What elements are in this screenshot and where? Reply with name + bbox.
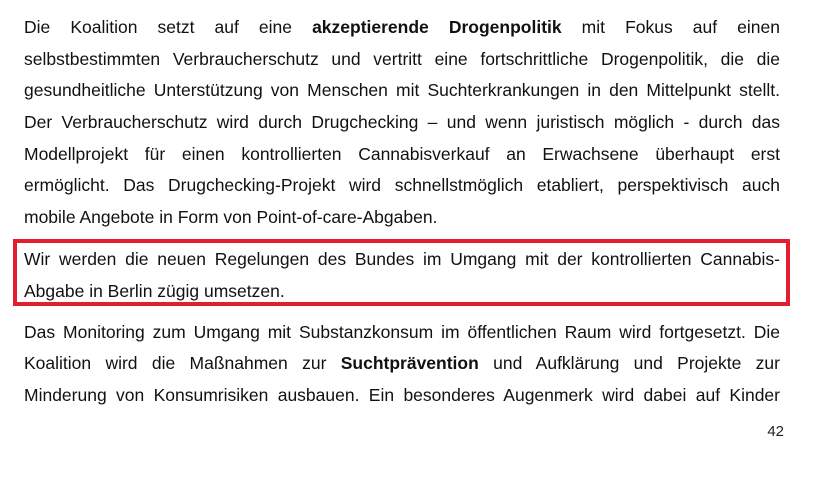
text-line xyxy=(24,353,780,373)
text-line: Abgabe in Berlin zügig umsetzen. xyxy=(24,281,285,301)
text-line: Wir werden die neuen Regelungen des Bundes im Umgang mit der kontrollierten Cannabis- xyxy=(24,249,780,269)
text-line: ermöglicht. Das Drugchecking-Projekt wird schnellstmöglich etabliert, perspektivisch auch xyxy=(24,175,780,195)
text-line: Das Monitoring zum Umgang mit Substanzkonsum im öffentlichen Raum wird fortgesetzt. Die xyxy=(24,322,780,342)
bold-phrase-suchtpraevention: Suchtprävention xyxy=(340,353,479,373)
text-line: Minderung von Konsumrisiken ausbauen. Ein besonderes Augenmerk wird dabei auf Kinder xyxy=(24,385,780,405)
text-line: selbstbestimmten Verbraucherschutz und vertritt eine fortschrittliche Drogenpolitik, die die xyxy=(24,49,780,69)
text-line: mobile Angebote in Form von Point-of-care-Abgaben. xyxy=(24,207,438,227)
text-line: Der Verbraucherschutz wird durch Drugchecking – und wenn juristisch möglich - durch das xyxy=(24,112,780,132)
text-span: mit Fokus auf einen xyxy=(561,17,780,37)
bold-phrase-akzeptierende-drogenpolitik: akzeptierende Drogenpolitik xyxy=(312,17,562,37)
text-span: und Aufklärung und Projekte zur xyxy=(478,353,780,373)
text-span: Die Koalition setzt auf eine xyxy=(24,17,313,37)
text-line: Modellprojekt für einen kontrollierten Cannabisverkauf an Erwachsene überhaupt erst xyxy=(24,144,780,164)
text-line xyxy=(24,17,780,37)
text-line: gesundheitliche Unterstützung von Menschen mit Suchterkrankungen in den Mittelpunkt stellt. xyxy=(24,80,780,100)
text-span: Koalition wird die Maßnahmen zur xyxy=(24,353,341,373)
page-number: 42 xyxy=(767,423,784,440)
